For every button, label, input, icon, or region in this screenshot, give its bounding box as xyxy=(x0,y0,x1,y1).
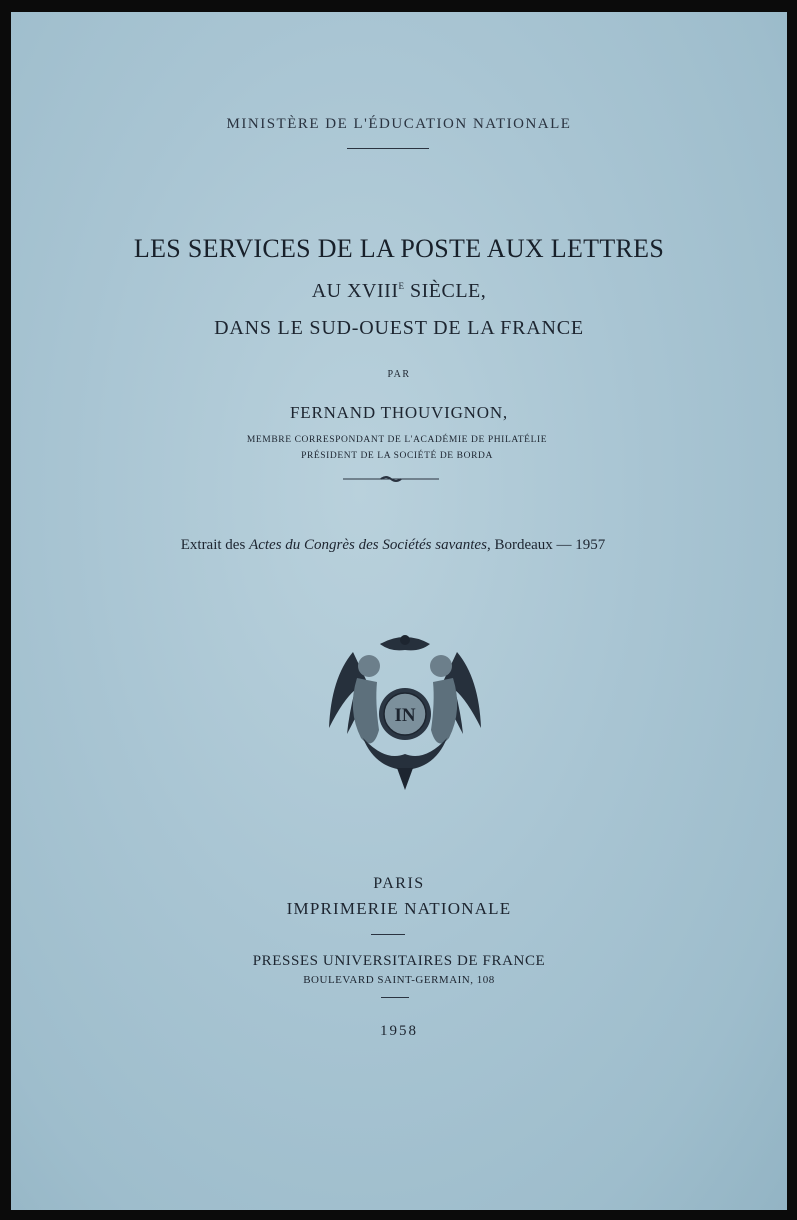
extract-note xyxy=(11,537,781,554)
publisher-divider xyxy=(371,934,405,935)
publication-year: 1958 xyxy=(380,1023,418,1039)
ministry-heading: MINISTÈRE DE L'ÉDUCATION NATIONALE xyxy=(226,116,572,132)
title-line-1: LES SERVICES DE LA POSTE AUX LETTRES xyxy=(133,234,665,263)
cherubs-emblem-icon xyxy=(325,630,485,792)
emblem-monogram: IN xyxy=(394,705,416,726)
title-line-2-superscript: E xyxy=(398,281,405,291)
extract-suffix: , Bordeaux — 1957 xyxy=(486,537,606,553)
by-label: PAR xyxy=(387,369,411,380)
title-line-2 xyxy=(11,280,787,303)
ornament-divider-icon xyxy=(341,474,441,484)
publisher-city: PARIS xyxy=(373,875,425,892)
address-divider xyxy=(381,997,409,998)
publisher-distributor: PRESSES UNIVERSITAIRES DE FRANCE xyxy=(252,953,546,969)
title-line-2-suffix: SIÈCLE, xyxy=(404,280,487,302)
document-cover xyxy=(11,12,787,1210)
title-line-2-prefix: AU XVIII xyxy=(311,280,399,302)
publisher-address: BOULEVARD SAINT-GERMAIN, 108 xyxy=(303,974,495,986)
extract-source: Actes du Congrès des Sociétés savantes xyxy=(249,537,487,553)
extract-prefix: Extrait des xyxy=(180,537,250,553)
author-role-2: PRÉSIDENT DE LA SOCIÉTÉ DE BORDA xyxy=(301,451,493,461)
author-role-1: MEMBRE CORRESPONDANT DE L'ACADÉMIE DE PHILATÉLIE xyxy=(246,435,548,445)
publisher-printer: IMPRIMERIE NATIONALE xyxy=(286,899,512,918)
ministry-divider xyxy=(347,148,429,149)
title-line-3: DANS LE SUD-OUEST DE LA FRANCE xyxy=(214,317,584,339)
author-name: FERNAND THOUVIGNON, xyxy=(290,403,508,422)
